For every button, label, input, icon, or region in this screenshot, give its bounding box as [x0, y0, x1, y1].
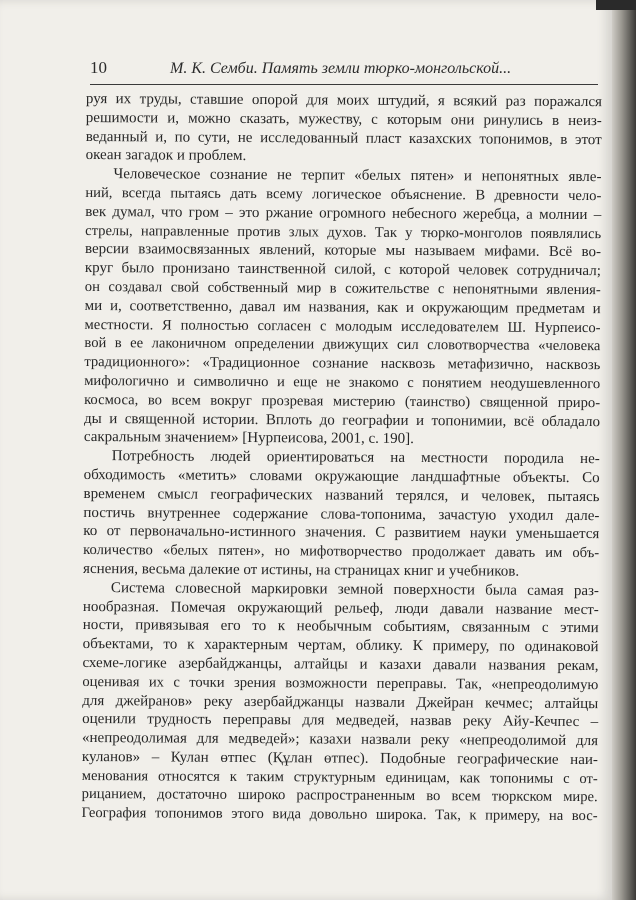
- scan-corner: [596, 0, 636, 10]
- text-line: традиционного»: «Традиционное сознание насквозь метафизично, насквозь: [84, 354, 601, 374]
- text-line: космоса, во всем вокруг прозревая мистерию (таинство) священной приро-: [84, 391, 601, 411]
- page-edge-shadow: [612, 0, 636, 900]
- text-line: яснения, весьма далекие от истины, на страницах книг и учебников.: [83, 560, 520, 580]
- text-line: ности, привязывая его то к необычным событиям, связанным с этими: [82, 617, 599, 637]
- text-line: куланов» – Кулан өтпес (Құлан өтпес). Подобные географические наи-: [81, 748, 598, 769]
- page-number: 10: [90, 58, 107, 77]
- text-line: временем смысл географических названий терялся, и человек, пытаясь: [83, 485, 600, 505]
- text-line: стрелы, направленные против злых духов. Так у тюрко-монголов появлялись: [85, 222, 602, 242]
- text-line: вой в ее лаконичном определении движущих сил словотворчества «человека: [84, 335, 601, 355]
- paragraph-start-line: Потребность людей ориентироваться на местности породила не-: [111, 448, 600, 468]
- body-text: [82, 90, 602, 826]
- running-header: [90, 56, 598, 86]
- text-line: рицанием, достаточно широко распространенным во всем тюркском мире.: [81, 786, 598, 806]
- text-line: ний, всегда пытаясь дать всему логическое объяснение. В древности чело-: [85, 184, 602, 205]
- text-line: оценивая их с точки зрения возможности переправы. Так, «непреодолимую: [82, 673, 599, 693]
- text-line: постичь внутреннее содержание слова-топонима, зачастую уходил дале-: [83, 504, 600, 524]
- text-line: веданный и, по сути, не исследованный пласт казахских топонимов, в этот: [85, 128, 602, 148]
- text-line: количество «белых пятен», но мифотворчество продолжает давать им объ-: [83, 542, 600, 562]
- text-line: сакральным значением» [Нурпеисова, 2001, с. 190].: [83, 429, 414, 448]
- text-line: век думал, что гром – это ржание огромного небесного жеребца, а молнии –: [85, 203, 602, 223]
- text-line: решимости и, можно сказать, мужеству, с которым они ринулись в неиз-: [85, 109, 602, 129]
- text-line: ми и, соответственно, давал им названия, как и окружающим предметам и: [84, 297, 601, 317]
- text-line: География топонимов этого вида довольно широка. Так, к примеру, на вос-: [81, 805, 598, 825]
- text-line: для джейранов» реку азербайджанцы назвали Джейран кечмес; алтайцы: [82, 692, 599, 712]
- text-line: оценили трудность переправы для медведей, назвав реку Айу-Кечпес –: [82, 711, 599, 731]
- text-line: ды и священной истории. Вплоть до географии и топонимии, всё обладало: [83, 410, 601, 430]
- text-line: объектами, то к характерным чертам, облику. К примеру, по одинаковой: [82, 636, 599, 656]
- running-title: М. К. Семби. Память земли тюрко-монгольской...: [170, 60, 512, 77]
- text-line: нообразная. Помечая окружающий рельеф, люди давали название мест-: [82, 598, 599, 618]
- text-line: круг было пронизано таинственной силой, с которой человек сотрудничал;: [84, 260, 601, 280]
- text-line: версии взаимосвязанных явлений, которые мы называем мифами. Всё во-: [84, 241, 602, 261]
- text-line: мифологично и символично и еще не знакомо с понятием неодушевленного: [84, 372, 601, 393]
- paragraph-start-line: Человеческое сознание не терпит «белых пятен» и непонятных явле-: [113, 166, 602, 186]
- text-line: менования относятся к таким структурным единицам, как топонимы с от-: [81, 767, 598, 787]
- text-line: он создавал свой собственный мир в сожительстве с непонятными явления-: [84, 278, 601, 299]
- text-line: «непреодолимая для медведей»; казахи назвали реку «непреодолимой для: [81, 730, 599, 750]
- paragraph-start-line: Система словесной маркировки земной поверхности была самая раз-: [110, 579, 599, 599]
- text-line: схеме-логике азербайджанцы, алтайцы и казахи давали названия рекам,: [82, 654, 599, 675]
- text-line: местности. Я полностью согласен с молодым исследователем Ш. Нурпеисо-: [84, 316, 601, 336]
- text-line: обходимость «метить» словами окружающие ландшафтные объекты. Со: [83, 466, 600, 487]
- header-rule: [90, 84, 598, 85]
- text-line: ко от первоначально-истинного значения. С развитием науки уменьшается: [83, 523, 600, 543]
- text-line: океан загадок и проблем.: [85, 147, 247, 165]
- text-line: руя их труды, ставшие опорой для моих штудий, я всякий раз поражался: [85, 90, 602, 111]
